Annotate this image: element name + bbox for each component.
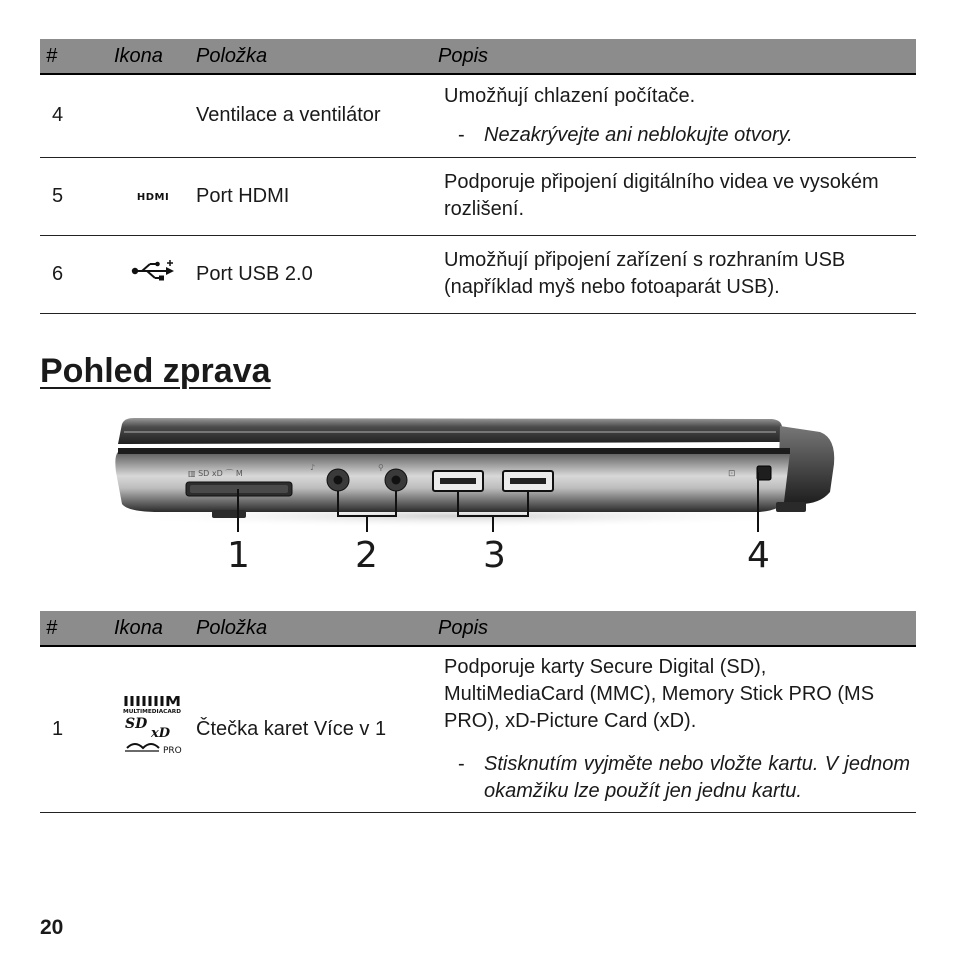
svg-text:⊡: ⊡ (728, 469, 736, 479)
callout-3: 3 (483, 535, 506, 576)
row-item: Čtečka karet Více v 1 (194, 646, 436, 812)
callout-1: 1 (227, 535, 250, 576)
header-desc: Popis (436, 611, 916, 646)
svg-text:♪: ♪ (310, 463, 316, 472)
header-num: # (40, 39, 112, 74)
row-desc (436, 646, 916, 812)
row-desc-text: Umožňují chlazení počítače. (444, 84, 696, 107)
usb-icon (112, 235, 194, 313)
ports-table-bottom (40, 611, 916, 813)
svg-text:⚲: ⚲ (378, 463, 384, 472)
row-desc-text: Podporuje karty Secure Digital (SD), MultiMediaCard (MMC), Memory Stick PRO (MS PRO), xD-Picture Card (xD). (444, 655, 875, 732)
hdmi-icon (112, 157, 194, 235)
svg-text:▥ SD xD ⌒ M: ▥ SD xD ⌒ M (188, 469, 243, 478)
table-row (40, 157, 916, 235)
ports-table-top (40, 39, 916, 314)
header-item: Položka (194, 611, 436, 646)
note-text: Stisknutím vyjměte nebo vložte kartu. V jednom okamžiku lze použít jen jednu kartu. (484, 752, 910, 802)
xd-logo: xD (151, 726, 171, 742)
row-num: 5 (40, 157, 112, 235)
table-header-row (40, 39, 916, 74)
kensington-lock-slot (757, 466, 771, 480)
mmc-logo-text: IIIIIIIM (123, 695, 181, 711)
row-note (444, 122, 910, 149)
row-note (444, 751, 910, 805)
card-reader-logos-icon (112, 646, 194, 812)
row-item: Port USB 2.0 (194, 235, 436, 313)
table-row (40, 74, 916, 157)
row-icon-empty (112, 74, 194, 157)
row-item: Ventilace a ventilátor (194, 74, 436, 157)
hdmi-icon-text: HDMI (136, 191, 170, 202)
lid-shape (118, 418, 782, 444)
mmc-logo-subtext: MULTIMEDIACARD (123, 709, 182, 716)
section-title: Pohled zprava (40, 352, 271, 390)
row-num: 4 (40, 74, 112, 157)
callout-2: 2 (355, 535, 378, 576)
row-desc: Podporuje připojení digitálního videa ve vysokém rozlišení. (436, 157, 916, 235)
note-dash: - (458, 752, 465, 775)
table-row (40, 235, 916, 313)
header-desc: Popis (436, 39, 916, 74)
note-text: Nezakrývejte ani neblokujte otvory. (484, 123, 793, 146)
callout-4: 4 (747, 535, 770, 576)
header-icon: Ikona (112, 611, 194, 646)
table-row (40, 646, 916, 812)
header-item: Položka (194, 39, 436, 74)
laptop-right-side-figure (100, 412, 840, 577)
row-desc (436, 74, 916, 157)
ms-pro-logo: PRO (163, 746, 182, 757)
page-number: 20 (40, 916, 64, 939)
header-num: # (40, 611, 112, 646)
row-desc: Umožňují připojení zařízení s rozhraním USB (například myš nebo fotoaparát USB). (436, 235, 916, 313)
note-dash: - (458, 123, 465, 146)
row-num: 1 (40, 646, 112, 812)
header-icon: Ikona (112, 39, 194, 74)
table-header-row (40, 611, 916, 646)
row-num: 6 (40, 235, 112, 313)
sd-logo: SD (125, 716, 148, 733)
row-item: Port HDMI (194, 157, 436, 235)
